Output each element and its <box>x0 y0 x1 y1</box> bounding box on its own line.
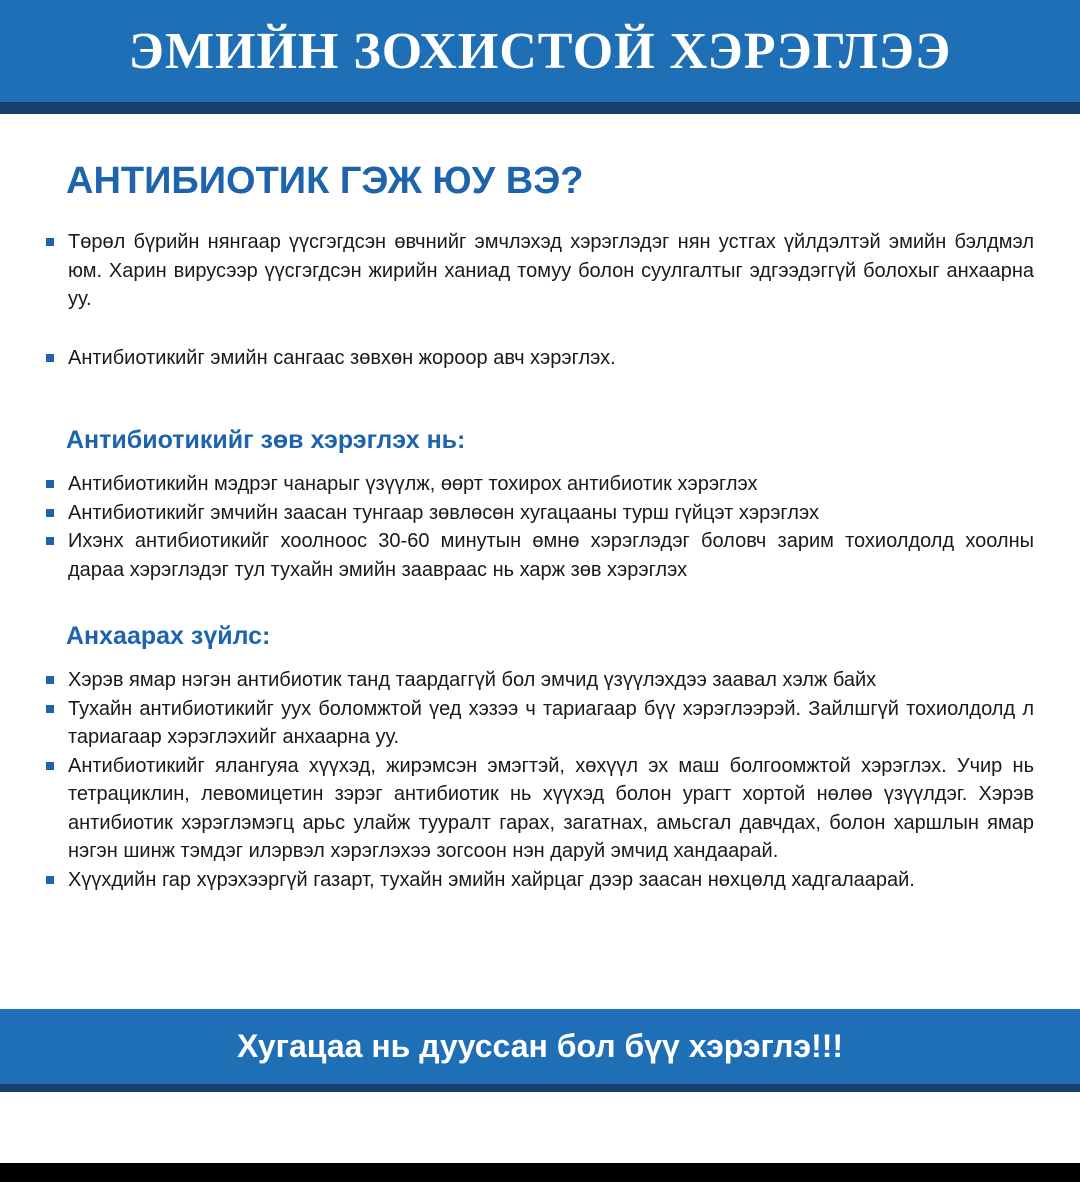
list-item: Антибиотикийг эмчийн заасан тунгаар зөвлөсөн хугацааны турш гүйцэт хэрэглэх <box>44 499 1034 528</box>
footer-slogan: Хугацаа нь дууссан бол бүү хэрэглэ!!! <box>236 1028 844 1064</box>
title-banner <box>0 0 1080 102</box>
bottom-black-bar <box>0 1163 1080 1182</box>
list-item: Төрөл бүрийн нянгаар үүсгэгдсэн өвчнийг эмчлэхэд хэрэглэдэг нян устгах үйлдэлтэй эмийн бэлдмэл юм. Харин вирусээр үүсгэгдсэн жирийн ханиад томуу болон суулгалтыг эдгээдэггүй болохыг анхаарна уу. <box>44 228 1034 314</box>
section-heading-antibiotic: АНТИБИОТИК ГЭЖ ЮУ ВЭ? <box>66 160 584 202</box>
page-title: ЭМИЙН ЗОХИСТОЙ ХЭРЭГЛЭЭ <box>128 22 952 80</box>
section-heading-cautions: Анхаарах зүйлс: <box>66 622 271 650</box>
footer-banner <box>0 1009 1080 1084</box>
list-item: Хэрэв ямар нэгэн антибиотик танд таардаггүй бол эмчид үзүүлэхдээ заавал хэлж байх <box>44 666 1034 695</box>
section1-list <box>44 228 1034 372</box>
section3-list <box>44 666 1034 894</box>
list-item: Антибиотикийг эмийн сангаас зөвхөн жороор авч хэрэглэх. <box>44 344 1034 373</box>
bullet-square-icon <box>46 676 54 684</box>
bullet-square-icon <box>46 480 54 488</box>
bullet-square-icon <box>46 238 54 246</box>
bullet-square-icon <box>46 537 54 545</box>
list-item: Тухайн антибиотикийг уух боломжтой үед хэзээ ч тариагаар бүү хэрэглээрэй. Зайлшгүй тохиолдолд л тариагаар хэрэглэхийг анхаарна уу. <box>44 695 1034 752</box>
list-item: Антибиотикийн мэдрэг чанарыг үзүүлж, өөрт тохирох антибиотик хэрэглэх <box>44 470 1034 499</box>
footer-banner-strip <box>0 1084 1080 1092</box>
section-heading-correct-use: Антибиотикийг зөв хэрэглэх нь: <box>66 426 466 454</box>
list-item: Ихэнх антибиотикийг хоолноос 30-60 минутын өмнө хэрэглэдэг боловч зарим тохиолдолд хоолны дараа хэрэглэдэг тул тухайн эмийн зааврааc нь харж зөв хэрэглэх <box>44 527 1034 584</box>
bullet-square-icon <box>46 509 54 517</box>
bullet-square-icon <box>46 705 54 713</box>
section2-list <box>44 470 1034 584</box>
list-item: Антибиотикийг ялангуяа хүүхэд, жирэмсэн эмэгтэй, хөхүүл эх маш болгоомжтой хэрэглэх. Учир нь тетрациклин, левомицетин зэрэг антибиотик нь хүүхэд болон урагт хортой нөлөө үзүүлдэг. Хэрэв антибиотик хэрэглэмэгц арьс улайж тууралт гарах, загатнах, амьсгал давчдах, болон харшлын ямар нэгэн шинж тэмдэг илэрвэл хэрэглэхээ зогсоон нэн даруй эмчид хандаарай. <box>44 752 1034 866</box>
bullet-square-icon <box>46 876 54 884</box>
bullet-square-icon <box>46 762 54 770</box>
list-item: Хүүхдийн гар хүрэхээргүй газарт, тухайн эмийн хайрцаг дээр заасан нөхцөлд хадгалаарай. <box>44 866 1034 895</box>
bullet-square-icon <box>46 354 54 362</box>
title-banner-strip <box>0 102 1080 114</box>
